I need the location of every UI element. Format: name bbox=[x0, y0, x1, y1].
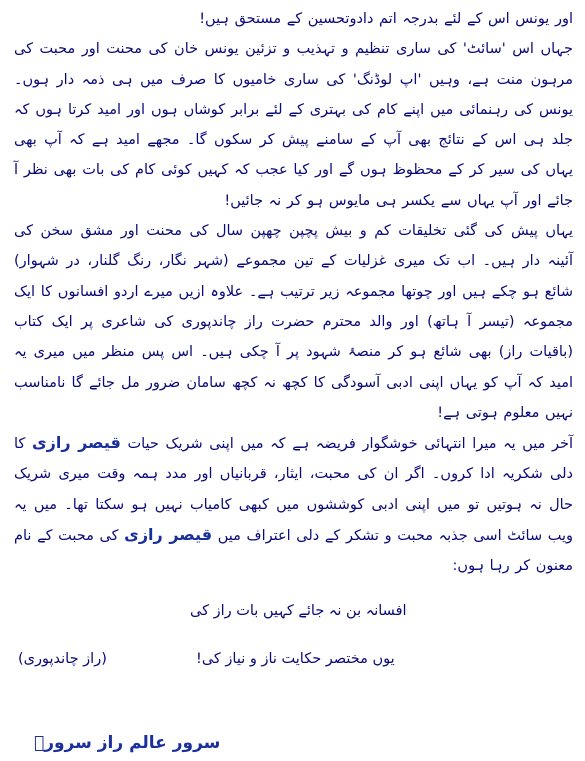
paragraph-works: یہاں پیش کی گئی تخلیقات کم و بیش پچپن چھپن سال کی محنت اور مشق سخن کی آئینہ دار ہیں۔ اب تک میری غزلیات کے تین مجموعے (شہر نگار، رنگ گلنار، در شہوار) شائع ہو چکے ہیں اور چوتھا مجموعہ زیر ترتیب ہے۔ علاوہ ازیں میرے اردو افسانوں کا ایک مجموعہ (تیسر آ ہاتھ) اور والد محترم حضرت راز چاندپوری کی شاعری پر ایک کتاب (باقیات راز) بھی شائع ہو کر منصۂ شہود پر آ چکی ہیں۔ اس پس منظر میں میری یہ امید کہ آپ کو یہاں اپنی ادبی آسودگی کا کچھ نہ کچھ سامان ضرور مل جائے گا نامناسب نہیں معلوم ہوتی ہے! bbox=[14, 223, 573, 421]
paragraph-dedication bbox=[14, 428, 573, 581]
author-signature: سرور عالم راز سرورؔ bbox=[34, 733, 221, 753]
paragraph-site-credits: جہاں اس 'سائٹ' کی ساری تنظیم و تہذیب و تزئین یونس خان کی محنت اور محبت کی مرہون منت ہے، وہیں 'اپ لوڈنگ' کی ساری خامیوں کا صرف میں ہی ذمہ دار ہوں۔ یونس کی رہنمائی میں اپنے کام کی بہتری کے لئے برابر کوشاں ہوں اور امید کرتا ہوں کہ جلد ہی اس کے نتائج بھی آپ کے سامنے پیش کر سکوں گا۔ مجھے امید ہے کہ آپ بھی یہاں کی سیر کر کے محظوظ ہوں گے اور کیا عجب کہ کہیں کوئی کام کی بات بھی نظر آ جائے اور آپ یہاں سے یکسر ہی مایوس ہو کر نہ جائیں! bbox=[14, 41, 573, 209]
body-text bbox=[14, 4, 573, 582]
verse-text: افسانہ بن نہ جائے کہیں بات راز کی bbox=[190, 603, 407, 619]
highlighted-name: قیصر رازی bbox=[31, 433, 121, 453]
verse-attribution: (راز چاندپوری) bbox=[18, 651, 107, 667]
dedication-text: آخر میں یہ میرا انتہائی خوشگوار فریضہ ہے کہ میں اپنی شریک حیات bbox=[127, 436, 574, 453]
verse-text: یوں مختصر حکایت ناز و نیاز کی! bbox=[196, 651, 395, 667]
highlighted-name: قیصر رازی bbox=[124, 525, 213, 545]
intro-line: اور یونس اس کے لئے بدرجہ اتم دادوتحسین کے مستحق ہیں! bbox=[199, 11, 573, 27]
dedication-text: کی محبت کے نام معنون کر رہا ہوں: bbox=[14, 528, 573, 575]
dedication-text: کا دلی شکریہ ادا کروں۔ اگر ان کی محبت، ایثار، قربانیاں اور مدد ہمہ وقت میری شریک حال نہ ہوتیں تو میں اپنی ادبی کوششوں میں کبھی کامیاب نہیں ہو سکتا تھا۔ میں یہ ویب سائٹ اسی جذبہ محبت و تشکر کے دلی اعتراف میں bbox=[14, 436, 574, 545]
